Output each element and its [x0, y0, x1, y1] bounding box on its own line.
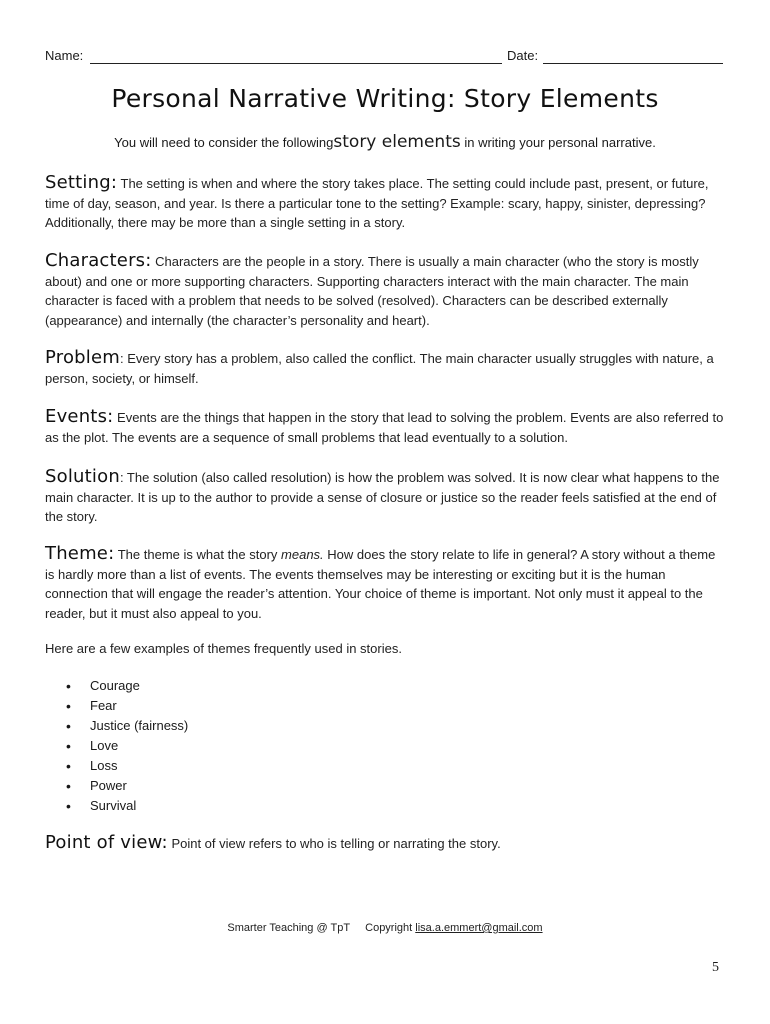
- date-label: Date:: [507, 48, 539, 63]
- list-item: [66, 776, 466, 796]
- intro-line: [0, 132, 770, 152]
- theme-item-label: Fear: [90, 698, 117, 713]
- problem-heading: Problem: [45, 347, 120, 368]
- list-item: [66, 736, 466, 756]
- name-date-row: [45, 48, 725, 68]
- footer: [0, 922, 770, 934]
- point-of-view-section: [45, 833, 727, 854]
- theme-section: [45, 544, 727, 623]
- setting-heading: Setting:: [45, 172, 118, 193]
- bullet-icon: •: [66, 738, 71, 754]
- point-of-view-text: Point of view refers to who is telling or narrating the story.: [167, 836, 501, 851]
- intro-before: You will need to consider the following: [114, 135, 334, 150]
- characters-heading: Characters:: [45, 250, 152, 271]
- footer-email-link[interactable]: lisa.a.emmert@gmail.com: [415, 922, 543, 934]
- bullet-icon: •: [66, 698, 71, 714]
- list-item: [66, 676, 466, 696]
- theme-text-after: How does the story relate to life in general? A story without a theme is hardly more than a list of events. The events themselves may be interesting or exciting but it is the human connection that will engage the reader’s attention. Your choice of theme is important. Not only must it appeal to the reader, but it must also appeal to you.: [45, 547, 716, 621]
- bullet-icon: •: [66, 798, 71, 814]
- theme-item-label: Love: [90, 738, 119, 753]
- bullet-icon: •: [66, 678, 71, 694]
- theme-heading: Theme:: [45, 543, 115, 564]
- setting-text: The setting is when and where the story takes place. The setting could include past, present, or future, time of day, season, and year. Is there a particular tone to the setting? Example: scary, happy, sinister, depressing? Additionally, there may be more than a single setting in a story.: [45, 176, 709, 230]
- theme-item-label: Loss: [90, 758, 118, 773]
- events-heading: Events:: [45, 406, 114, 427]
- bullet-icon: •: [66, 758, 71, 774]
- solution-text: : The solution (also called resolution) is how the problem was solved. It is now clear what happens to the main character. It is up to the author to provide a sense of closure or justice so the reader feels satisfied at the end of the story.: [45, 470, 720, 524]
- list-item: [66, 696, 466, 716]
- page-title: Personal Narrative Writing: Story Elements: [111, 84, 659, 113]
- characters-text: Characters are the people in a story. There is usually a main character (who the story is mostly about) and one or more supporting characters. Supporting characters interact with the main character. The main character is faced with a problem that needs to be solved (resolved). Characters can be described externally (appearance) and internally (the character’s personality and heart).: [45, 254, 699, 328]
- theme-item-label: Power: [90, 778, 127, 793]
- bullet-icon: •: [66, 718, 71, 734]
- setting-section: [45, 173, 727, 233]
- theme-item-label: Justice (fairness): [90, 718, 189, 733]
- solution-section: [45, 467, 727, 527]
- solution-heading: Solution: [45, 466, 120, 487]
- name-label: Name:: [45, 48, 84, 63]
- point-of-view-heading: Point of view:: [45, 832, 168, 853]
- intro-after: in writing your personal narrative.: [460, 135, 656, 150]
- name-blank-line: [90, 63, 502, 64]
- intro-highlight: story elements: [333, 132, 461, 152]
- examples-intro: Here are a few examples of themes frequently used in stories.: [45, 641, 402, 656]
- characters-section: [45, 251, 727, 330]
- page-number: 5: [712, 960, 719, 975]
- events-section: [45, 407, 727, 447]
- theme-item-label: Courage: [90, 678, 140, 693]
- footer-credit: Smarter Teaching @ TpT Copyright: [227, 922, 416, 934]
- theme-item-label: Survival: [90, 798, 137, 813]
- problem-section: [45, 348, 727, 388]
- problem-text: : Every story has a problem, also called the conflict. The main character usually struggles with nature, a person, society, or himself.: [45, 351, 714, 386]
- events-text: Events are the things that happen in the story that lead to solving the problem. Events are also referred to as the plot. The events are a sequence of small problems that lead eventually to a solution.: [45, 410, 724, 445]
- themes-list: [66, 676, 466, 816]
- list-item: [66, 716, 466, 736]
- theme-emphasis: means.: [281, 547, 324, 562]
- list-item: [66, 796, 466, 816]
- bullet-icon: •: [66, 778, 71, 794]
- theme-text-before: The theme is what the story: [114, 547, 282, 562]
- list-item: [66, 756, 466, 776]
- date-blank-line: [543, 63, 723, 64]
